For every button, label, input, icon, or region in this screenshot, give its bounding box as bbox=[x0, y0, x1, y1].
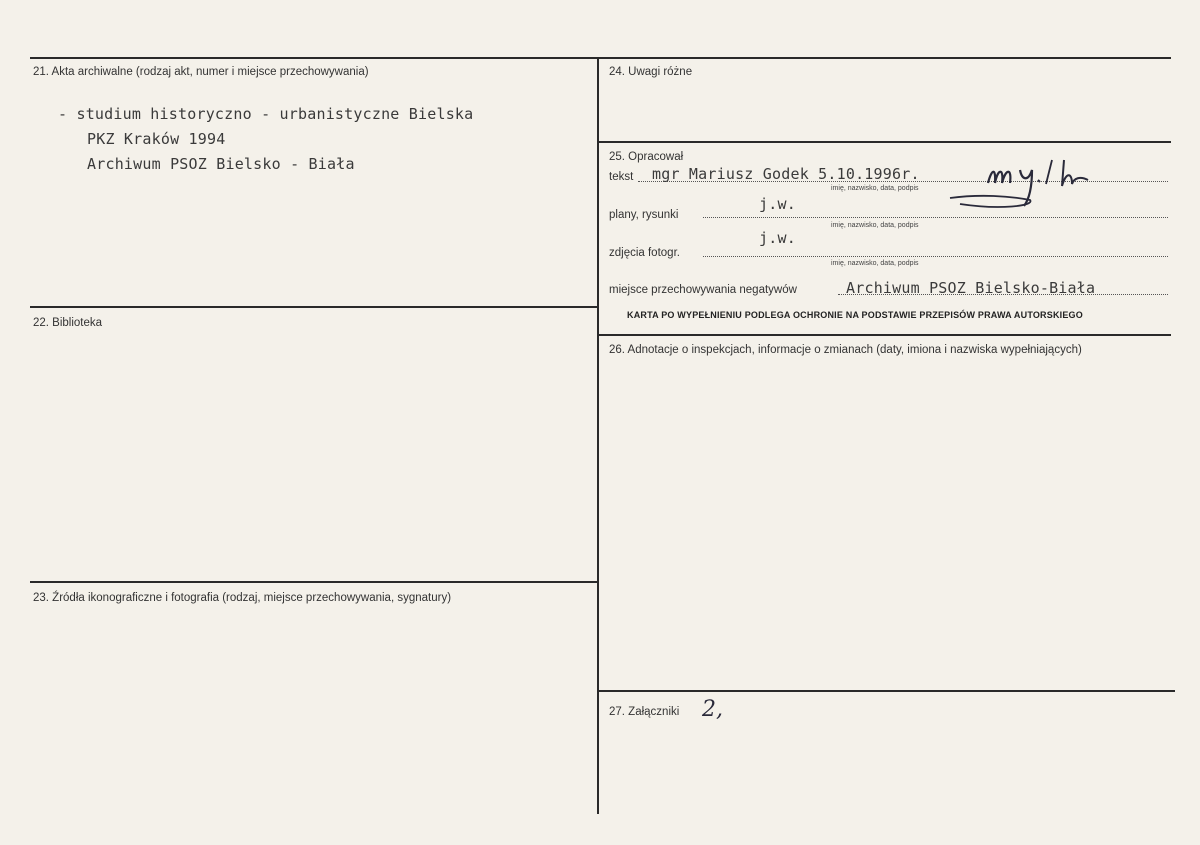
zdjecia-dotted-line bbox=[703, 256, 1168, 257]
section-25-label: 25. Opracował bbox=[609, 151, 684, 163]
tekst-hint: imię, nazwisko, data, podpis bbox=[831, 185, 919, 192]
section-24-label: 24. Uwagi różne bbox=[609, 66, 693, 78]
tekst-label: tekst bbox=[609, 171, 634, 183]
section-22-label: 22. Biblioteka bbox=[33, 317, 103, 329]
negatywy-value: Archiwum PSOZ Bielsko-Biała bbox=[846, 279, 1096, 297]
attachments-count: 2, bbox=[702, 697, 723, 722]
section-21-label: 21. Akta archiwalne (rodzaj akt, numer i miejsce przechowywania) bbox=[33, 66, 369, 78]
center-divider bbox=[597, 57, 599, 814]
tekst-value: mgr Mariusz Godek 5.10.1996r. bbox=[652, 165, 920, 183]
negatywy-label: miejsce przechowywania negatywów bbox=[609, 284, 797, 296]
right-divider-24-25 bbox=[597, 141, 1171, 143]
right-divider-26-27 bbox=[597, 690, 1175, 692]
zdjecia-hint: imię, nazwisko, data, podpis bbox=[831, 260, 919, 267]
plany-label: plany, rysunki bbox=[609, 209, 679, 221]
plany-hint: imię, nazwisko, data, podpis bbox=[831, 222, 919, 229]
section-27-label: 27. Załączniki bbox=[609, 706, 680, 718]
zdjecia-value: j.w. bbox=[759, 229, 796, 247]
section-26-label: 26. Adnotacje o inspekcjach, informacje o zmianach (daty, imiona i nazwiska wypełniających) bbox=[609, 344, 1082, 356]
zdjecia-label: zdjęcia fotogr. bbox=[609, 247, 680, 259]
right-divider-25-26 bbox=[597, 334, 1171, 336]
plany-value: j.w. bbox=[759, 195, 796, 213]
archive-line-3: Archiwum PSOZ Bielsko - Biała bbox=[87, 155, 355, 173]
archive-line-1: - studium historyczno - urbanistyczne Bielska bbox=[58, 105, 474, 123]
signature bbox=[940, 150, 1130, 220]
archive-line-2: PKZ Kraków 1994 bbox=[87, 130, 226, 148]
copyright-notice: KARTA PO WYPEŁNIENIU PODLEGA OCHRONIE NA PODSTAWIE PRZEPISÓW PRAWA AUTORSKIEGO bbox=[627, 310, 1083, 320]
top-border bbox=[30, 57, 1171, 59]
section-23-label: 23. Źródła ikonograficzne i fotografia (rodzaj, miejsce przechowywania, sygnatury) bbox=[33, 592, 452, 604]
left-divider-21-22 bbox=[30, 306, 599, 308]
left-divider-22-23 bbox=[30, 581, 599, 583]
